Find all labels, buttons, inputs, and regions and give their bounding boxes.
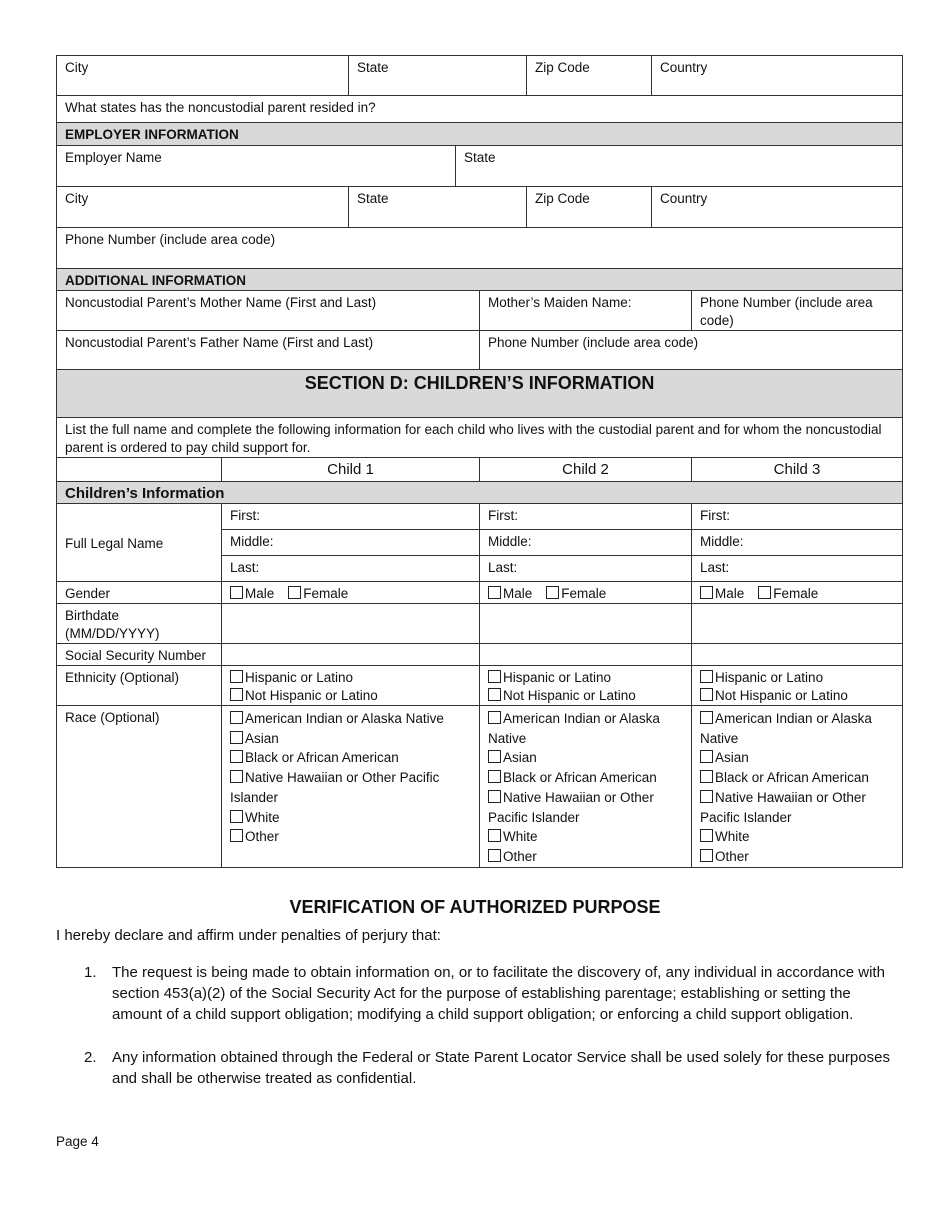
option-label: American Indian or Alaska Native (700, 711, 872, 746)
checkbox-icon (700, 750, 713, 763)
employer-heading: EMPLOYER INFORMATION (57, 123, 903, 146)
form-page (56, 55, 902, 868)
option-label: Hispanic or Latino (245, 670, 354, 685)
employer-phone-field[interactable]: Phone Number (include area code) (57, 228, 903, 269)
checkbox-icon (230, 829, 243, 842)
option-label: Black or African American (715, 770, 869, 786)
option-checkbox[interactable] (700, 709, 894, 748)
gender-label: Gender (57, 582, 222, 604)
checkbox-icon (488, 829, 501, 842)
checkbox-icon (230, 750, 243, 763)
option-checkbox[interactable] (700, 768, 894, 788)
item-number: 2. (84, 1049, 97, 1066)
female-label: Female (561, 586, 607, 601)
child-1-header: Child 1 (222, 458, 480, 482)
verification-title: VERIFICATION OF AUTHORIZED PURPOSE (289, 897, 661, 917)
option-checkbox[interactable] (230, 748, 471, 768)
option-label: White (715, 829, 750, 845)
child-3-first-name[interactable]: First: (692, 504, 903, 530)
option-checkbox[interactable] (230, 827, 471, 847)
employer-zip-field[interactable]: Zip Code (527, 187, 652, 228)
verification-section (56, 897, 894, 1111)
page-number: Page 4 (56, 1134, 99, 1149)
child-2-birthdate[interactable] (480, 604, 692, 644)
option-checkbox[interactable] (488, 748, 683, 768)
child-3-race (692, 706, 903, 868)
option-checkbox[interactable] (488, 827, 683, 847)
option-label: White (245, 809, 280, 825)
option-label: Other (503, 848, 537, 864)
item-text: The request is being made to obtain information on, or to facilitate the discovery of, any individual in accordance with section 453(a)(2) of the Social Security Act for the purpose of establishing parentage; establishing or setting the amount of a child support obligation; modifying a child support obligation; or enforcing a child support obligation. (112, 964, 885, 1023)
mother-name-field[interactable]: Noncustodial Parent’s Mother Name (First and Last) (57, 291, 480, 331)
ethnicity-label: Ethnicity (Optional) (57, 666, 222, 706)
option-label: Not Hispanic or Latino (245, 688, 378, 703)
option-label: Not Hispanic or Latino (503, 688, 636, 703)
checkbox-icon (230, 770, 243, 783)
child-1-birthdate[interactable] (222, 604, 480, 644)
option-checkbox[interactable] (700, 788, 894, 827)
checkbox-icon (230, 731, 243, 744)
child-3-middle-name[interactable]: Middle: (692, 530, 903, 556)
option-label: Native Hawaiian or Other Pacific Islander (230, 770, 440, 805)
section-d-instructions: List the full name and complete the following information for each child who lives with the custodial parent and for whom the noncustodial parent is ordered to pay child support for. (57, 418, 903, 458)
option-label: Hispanic or Latino (503, 670, 612, 685)
option-checkbox[interactable] (700, 687, 894, 705)
checkbox-icon (700, 770, 713, 783)
child-3-last-name[interactable]: Last: (692, 556, 903, 582)
option-checkbox[interactable] (488, 687, 683, 705)
checkbox-icon (488, 711, 501, 724)
option-label: White (503, 829, 538, 845)
child-corner-cell (57, 458, 222, 482)
checkbox-icon (488, 790, 501, 803)
option-checkbox[interactable] (488, 669, 683, 687)
male-label: Male (245, 586, 275, 601)
item-text: Any information obtained through the Federal or State Parent Locator Service shall be used solely for these purposes and shall be otherwise treated as confidential. (112, 1049, 890, 1087)
employer-city-field[interactable]: City (57, 187, 349, 228)
form-table (56, 55, 903, 868)
checkbox-icon (700, 670, 713, 683)
childrens-information-heading: Children’s Information (57, 482, 903, 504)
option-label: Black or African American (245, 750, 399, 766)
option-checkbox[interactable] (230, 669, 471, 687)
child-3-ethnicity (692, 666, 903, 706)
option-checkbox[interactable] (230, 729, 471, 749)
female-checkbox[interactable] (546, 585, 606, 603)
option-checkbox[interactable] (230, 709, 471, 729)
child-1-race (222, 706, 480, 868)
female-label: Female (773, 586, 819, 601)
checkbox-icon (700, 790, 713, 803)
checkbox-icon (700, 586, 713, 599)
checkbox-icon (288, 586, 301, 599)
child-1-ssn[interactable] (222, 644, 480, 666)
option-label: Not Hispanic or Latino (715, 688, 848, 703)
checkbox-icon (488, 770, 501, 783)
child-3-birthdate[interactable] (692, 604, 903, 644)
child-2-first-name[interactable]: First: (480, 504, 692, 530)
female-checkbox[interactable] (758, 585, 818, 603)
option-label: American Indian or Alaska Native (488, 711, 660, 746)
option-label: Black or African American (503, 770, 657, 786)
birthdate-label: Birthdate (MM/DD/YYYY) (57, 604, 222, 644)
employer-country-field[interactable]: Country (652, 187, 903, 228)
option-label: Native Hawaiian or Other Pacific Islander (488, 789, 654, 825)
male-checkbox[interactable] (700, 585, 744, 603)
child-2-middle-name[interactable]: Middle: (480, 530, 692, 556)
option-label: Asian (503, 750, 537, 766)
checkbox-icon (488, 586, 501, 599)
child-2-gender (480, 582, 692, 604)
male-checkbox[interactable] (488, 585, 532, 603)
ssn-label: Social Security Number (57, 644, 222, 666)
child-3-ssn[interactable] (692, 644, 903, 666)
checkbox-icon (700, 829, 713, 842)
male-label: Male (503, 586, 533, 601)
checkbox-icon (230, 586, 243, 599)
option-checkbox[interactable] (488, 847, 683, 867)
country-field[interactable]: Country (652, 56, 903, 96)
child-3-header: Child 3 (692, 458, 903, 482)
race-label: Race (Optional) (57, 706, 222, 868)
child-2-ethnicity (480, 666, 692, 706)
male-label: Male (715, 586, 745, 601)
child-1-last-name[interactable]: Last: (222, 556, 480, 582)
mother-maiden-name-field[interactable]: Mother’s Maiden Name: (480, 291, 692, 331)
child-1-first-name[interactable]: First: (222, 504, 480, 530)
verification-intro: I hereby declare and affirm under penalties of perjury that: (56, 927, 441, 944)
option-checkbox[interactable] (488, 709, 683, 748)
employer-name-field[interactable]: Employer Name (57, 146, 456, 187)
verification-item (56, 962, 894, 1025)
option-label: Asian (245, 730, 279, 746)
option-checkbox[interactable] (700, 669, 894, 687)
option-checkbox[interactable] (700, 748, 894, 768)
child-1-ethnicity (222, 666, 480, 706)
father-phone-field[interactable]: Phone Number (include area code) (480, 331, 903, 370)
father-name-field[interactable]: Noncustodial Parent’s Father Name (First and Last) (57, 331, 480, 370)
child-2-header: Child 2 (480, 458, 692, 482)
option-label: Asian (715, 750, 749, 766)
option-checkbox[interactable] (488, 788, 683, 827)
option-checkbox[interactable] (230, 687, 471, 705)
child-1-middle-name[interactable]: Middle: (222, 530, 480, 556)
option-checkbox[interactable] (230, 768, 471, 807)
option-checkbox[interactable] (230, 808, 471, 828)
checkbox-icon (230, 810, 243, 823)
option-label: Native Hawaiian or Other Pacific Islander (700, 789, 866, 825)
checkbox-icon (700, 849, 713, 862)
states-resided-field[interactable]: What states has the noncustodial parent resided in? (57, 96, 903, 123)
child-2-last-name[interactable]: Last: (480, 556, 692, 582)
state-field[interactable]: State (349, 56, 527, 96)
additional-heading: ADDITIONAL INFORMATION (57, 269, 903, 291)
option-label: American Indian or Alaska Native (245, 711, 444, 726)
section-d-title: SECTION D: CHILDREN’S INFORMATION (57, 370, 903, 418)
item-number: 1. (84, 964, 97, 981)
option-checkbox[interactable] (700, 827, 894, 847)
checkbox-icon (546, 586, 559, 599)
checkbox-icon (488, 688, 501, 701)
city-field[interactable]: City (57, 56, 349, 96)
zip-code-field[interactable]: Zip Code (527, 56, 652, 96)
female-checkbox[interactable] (288, 585, 348, 603)
checkbox-icon (230, 688, 243, 701)
checkbox-icon (230, 670, 243, 683)
child-1-gender (222, 582, 480, 604)
checkbox-icon (700, 688, 713, 701)
child-3-gender (692, 582, 903, 604)
employer-state2-field[interactable]: State (349, 187, 527, 228)
male-checkbox[interactable] (230, 585, 274, 603)
mother-phone-field[interactable]: Phone Number (include area code) (692, 291, 903, 331)
checkbox-icon (488, 849, 501, 862)
full-legal-name-label: Full Legal Name (57, 504, 222, 582)
option-label: Other (715, 848, 749, 864)
checkbox-icon (230, 711, 243, 724)
verification-list (56, 962, 894, 1089)
option-label: Other (245, 829, 279, 845)
checkbox-icon (488, 750, 501, 763)
child-2-ssn[interactable] (480, 644, 692, 666)
checkbox-icon (700, 711, 713, 724)
checkbox-icon (758, 586, 771, 599)
child-2-race (480, 706, 692, 868)
option-checkbox[interactable] (700, 847, 894, 867)
option-label: Hispanic or Latino (715, 670, 824, 685)
checkbox-icon (488, 670, 501, 683)
verification-item (56, 1047, 894, 1089)
option-checkbox[interactable] (488, 768, 683, 788)
female-label: Female (303, 586, 349, 601)
employer-state-field[interactable]: State (456, 146, 903, 187)
